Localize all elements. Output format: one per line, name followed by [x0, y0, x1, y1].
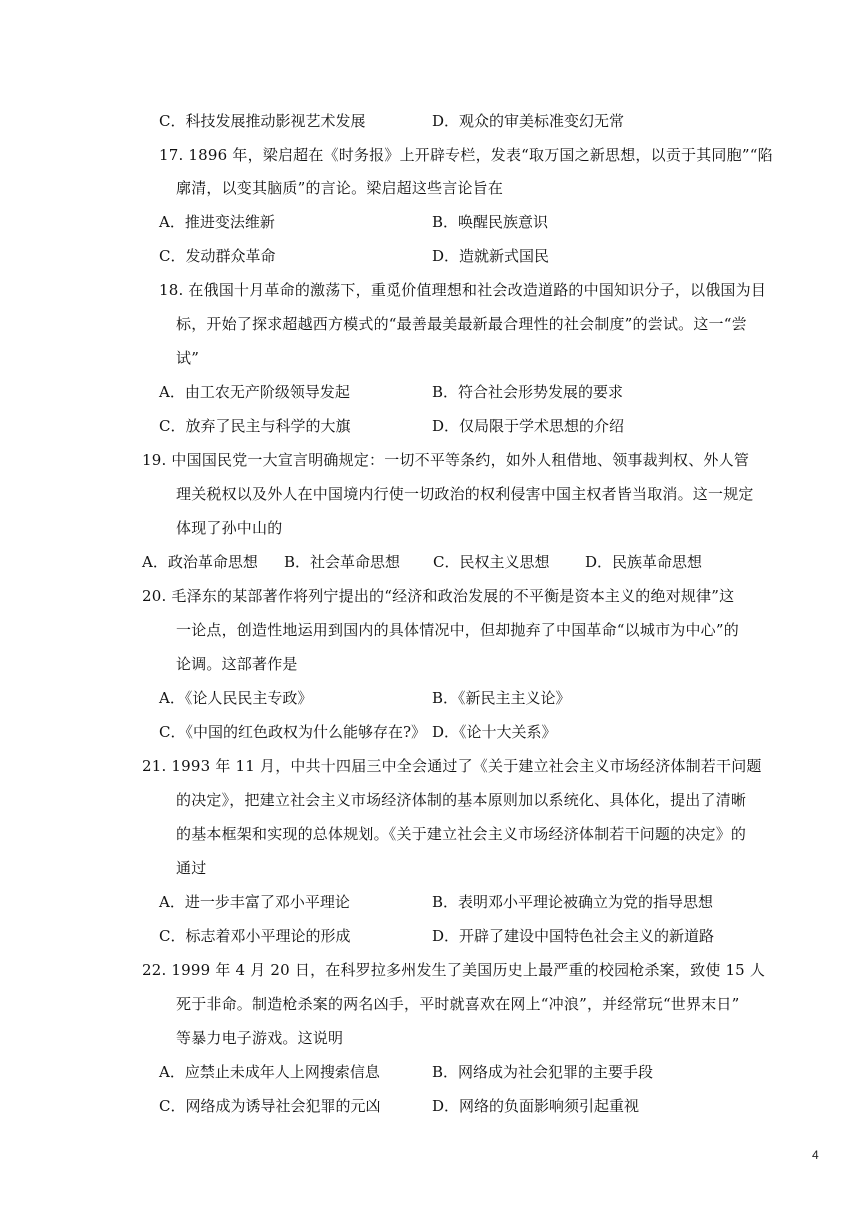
q19-option-b: B．社会革命思想 [284, 553, 401, 571]
q17-option-b: B．唤醒民族意识 [432, 213, 549, 231]
q17-option-a: A．推进变法维新 [159, 213, 275, 231]
q17-option-c: C．发动群众革命 [159, 247, 276, 265]
q22-option-d: D．网络的负面影响须引起重视 [432, 1097, 640, 1115]
q22-stem-line-2: 死于非命。制造枪杀案的两名凶手，平时就喜欢在网上“冲浪”，并经常玩“世界末日” [176, 995, 740, 1013]
q20-option-d: D．《论十大关系》 [432, 723, 557, 741]
q19-stem-line-2: 理关税权以及外人在中国境内行使一切政治的权利侵害中国主权者皆当取消。这一规定 [176, 485, 754, 503]
q17-option-d: D．造就新式国民 [432, 247, 550, 265]
q19-stem-line-3: 体现了孙中山的 [176, 519, 283, 537]
q20-option-a: A．《论人民民主专政》 [159, 689, 313, 707]
q21-option-b: B．表明邓小平理论被确立为党的指导思想 [432, 893, 714, 911]
q19-stem-line-1: 19. 中国国民党一大宣言明确规定：一切不平等条约，如外人租借地、领事裁判权、外人管 [142, 451, 750, 469]
q19-option-d: D．民族革命思想 [585, 553, 703, 571]
q20-stem-line-1: 20. 毛泽东的某部著作将列宁提出的“经济和政治发展的不平衡是资本主义的绝对规律”这 [142, 587, 735, 605]
q21-stem-line-1: 21. 1993 年 11 月，中共十四届三中全会通过了《关于建立社会主义市场经济体制若干问题 [142, 757, 762, 775]
q19-option-c: C．民权主义思想 [433, 553, 550, 571]
q16-option-c: C．科技发展推动影视艺术发展 [159, 112, 366, 130]
q21-stem-line-3: 的基本框架和实现的总体规划。《关于建立社会主义市场经济体制若干问题的决定》的 [176, 825, 747, 843]
q20-option-b: B．《新民主主义论》 [432, 689, 571, 707]
q17-stem-line-1: 17. 1896 年，梁启超在《时务报》上开辟专栏，发表“取万国之新思想，以贡于其同胞”“陷 [159, 146, 773, 164]
q20-stem-line-2: 一论点，创造性地运用到国内的具体情况中，但却抛弃了中国革命“以城市为中心”的 [176, 621, 739, 639]
q22-option-a: A．应禁止未成年人上网搜索信息 [159, 1063, 380, 1081]
q18-option-b: B．符合社会形势发展的要求 [432, 383, 624, 401]
q22-option-c: C．网络成为诱导社会犯罪的元凶 [159, 1097, 381, 1115]
q20-stem-line-3: 论调。这部著作是 [176, 655, 298, 673]
q22-stem-line-1: 22. 1999 年 4 月 20 日，在科罗拉多州发生了美国历史上最严重的校园枪杀案，致使 15 人 [142, 961, 766, 979]
q21-stem-line-2: 的决定》，把建立社会主义市场经济体制的基本原则加以系统化、具体化，提出了清晰 [176, 791, 747, 809]
q18-option-d: D．仅局限于学术思想的介绍 [432, 417, 625, 435]
q21-option-d: D．开辟了建设中国特色社会主义的新道路 [432, 927, 715, 945]
q17-stem-line-2: 廓清，以变其脑质”的言论。梁启超这些言论旨在 [176, 179, 504, 197]
page-number: 4 [812, 1148, 819, 1162]
q19-option-a: A．政治革命思想 [142, 553, 258, 571]
q21-option-c: C．标志着邓小平理论的形成 [159, 927, 351, 945]
q18-option-c: C．放弃了民主与科学的大旗 [159, 417, 351, 435]
q22-option-b: B．网络成为社会犯罪的主要手段 [432, 1063, 654, 1081]
q22-stem-line-3: 等暴力电子游戏。这说明 [176, 1029, 344, 1047]
q18-stem-line-3: 试” [176, 349, 200, 367]
q18-stem-line-2: 标，开始了探求超越西方模式的“最善最美最新最合理性的社会制度”的尝试。这一“尝 [176, 315, 747, 333]
q16-option-d: D．观众的审美标准变幻无常 [432, 112, 625, 130]
q21-option-a: A．进一步丰富了邓小平理论 [159, 893, 350, 911]
q20-option-c: C．《中国的红色政权为什么能够存在?》 [159, 723, 427, 741]
q18-option-a: A．由工农无产阶级领导发起 [159, 383, 350, 401]
q21-stem-line-4: 通过 [176, 859, 207, 877]
q18-stem-line-1: 18. 在俄国十月革命的激荡下，重觅价值理想和社会改造道路的中国知识分子，以俄国为目 [159, 281, 767, 299]
